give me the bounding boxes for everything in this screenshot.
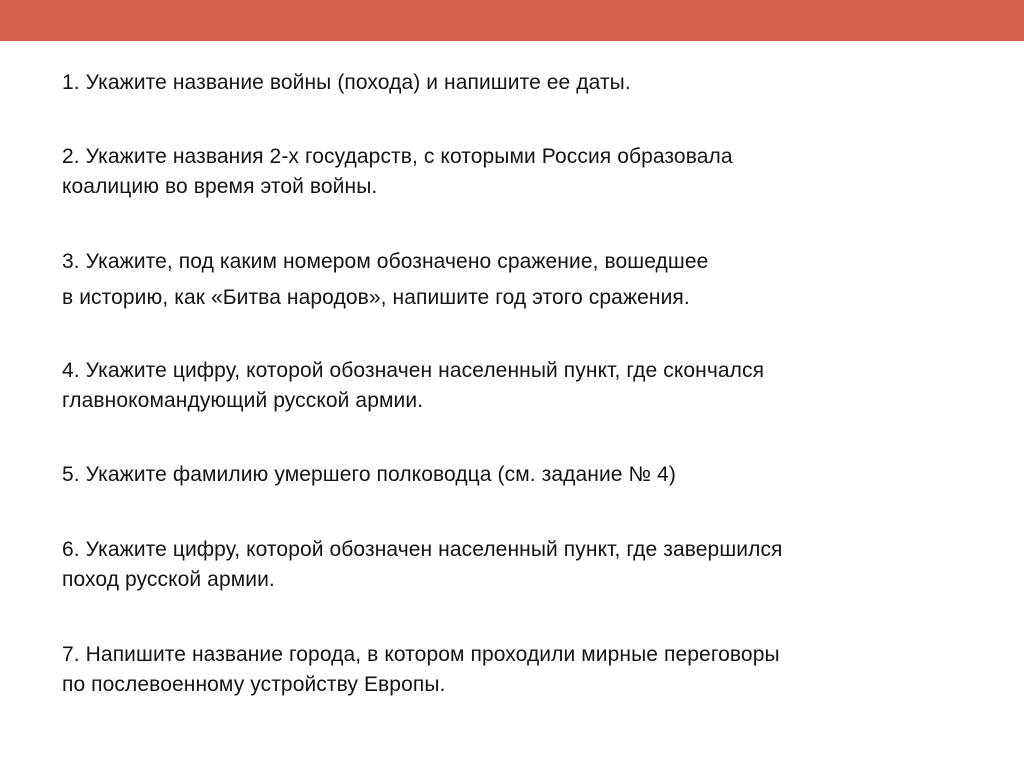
question-7: 7. Напишите название города, в котором проходили мирные переговоры по послевоенному устройству Европы. — [62, 643, 780, 696]
question-4: 4. Укажите цифру, которой обозначен населенный пункт, где скончался главнокомандующий русской армии. — [62, 359, 765, 412]
question-2: 2. Укажите названия 2-х государств, с которыми Россия образовала коалицию во время этой войны. — [62, 145, 733, 198]
question-3: 3. Укажите, под каким номером обозначено сражение, вошедшее в историю, как «Битва народов», напишите год этого сражения. — [62, 250, 709, 309]
question-5: 5. Укажите фамилию умершего полководца (см. задание № 4) — [62, 463, 676, 486]
question-6: 6. Укажите цифру, которой обозначен населенный пункт, где завершился поход русской армии. — [62, 538, 783, 591]
question-1: 1. Укажите название войны (похода) и напишите ее даты. — [62, 71, 631, 94]
top-accent-bar — [0, 0, 1024, 41]
